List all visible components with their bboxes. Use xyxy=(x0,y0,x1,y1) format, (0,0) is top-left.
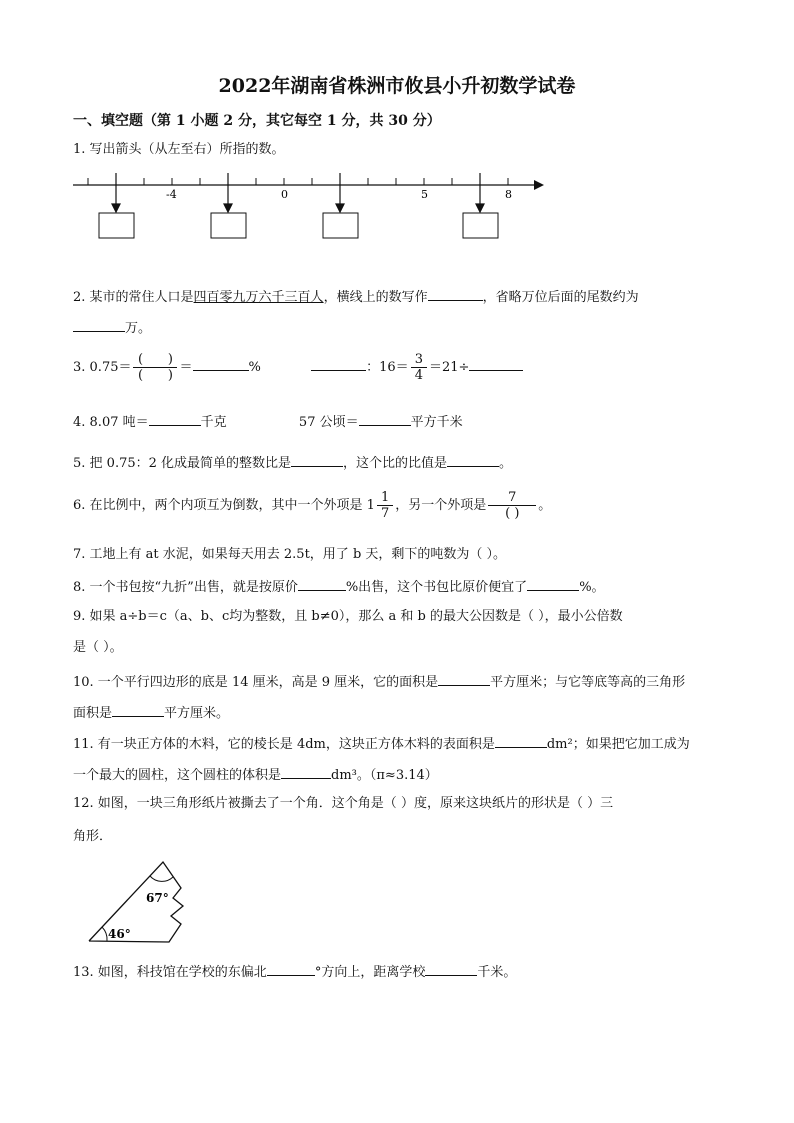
fraction-7-blank: $\frac{7}{( )}$ xyxy=(488,490,536,521)
section-heading: 一、填空题（第 1 小题 2 分，其它每空 1 分，共 30 分） xyxy=(73,113,441,129)
number-line xyxy=(70,170,550,245)
answer-blank[interactable] xyxy=(495,734,547,748)
question-2-cont: 万。 xyxy=(73,318,151,338)
answer-blank[interactable] xyxy=(73,318,125,332)
tick-label: 8 xyxy=(505,188,512,201)
question-2: 2. 某市的常住人口是四百零九万六千三百人，横线上的数写作 ，省略万位后面的尾数约为 xyxy=(73,287,639,307)
underlined-number-words: 四百零九万六千三百人 xyxy=(193,290,324,305)
answer-blank[interactable] xyxy=(447,453,499,467)
answer-blank[interactable] xyxy=(428,287,483,301)
fraction-1-7: $\frac{1}{7}$ xyxy=(377,490,393,521)
answer-blank[interactable] xyxy=(291,453,343,467)
question-12-line1: 12. 如图，一块三角形纸片被撕去了一个角．这个角是（ ）度，原来这块纸片的形状是（ ）三 xyxy=(73,796,614,811)
question-3: 3. 0.75＝ $\frac{( )}{( )}$ ＝ % ：16＝ $\frac{3}{4}$ ＝21÷ xyxy=(73,352,523,383)
page-title: 2022年湖南省株洲市攸县小升初数学试卷 xyxy=(218,75,576,97)
tick-label: 5 xyxy=(421,188,428,201)
question-12-line2: 角形． xyxy=(73,829,113,844)
answer-blank[interactable] xyxy=(298,577,346,591)
answer-box-1[interactable] xyxy=(99,213,134,238)
question-10: 10. 一个平行四边形的底是 14 厘米，高是 9 厘米，它的面积是 平方厘米；与它等底等高的三角形 xyxy=(73,672,685,692)
question-9-line1: 9. 如果 a÷b＝c（a、b、c均为整数，且 b≠0），那么 a 和 b 的最大公因数是（ ），最小公倍数 xyxy=(73,609,623,624)
angle-label-67: 67° xyxy=(146,891,169,905)
down-arrow-icon xyxy=(112,204,120,212)
answer-blank[interactable] xyxy=(112,703,164,717)
question-1-text: 1. 写出箭头（从左至右）所指的数。 xyxy=(73,142,285,157)
down-arrow-icon xyxy=(224,204,232,212)
answer-box-3[interactable] xyxy=(323,213,358,238)
answer-blank[interactable] xyxy=(267,962,315,976)
triangle-outline xyxy=(89,862,183,942)
answer-blank[interactable] xyxy=(469,357,523,371)
down-arrow-icon xyxy=(336,204,344,212)
answer-blank[interactable] xyxy=(149,412,201,426)
answer-blank[interactable] xyxy=(193,357,249,371)
tick-label: -4 xyxy=(166,188,177,201)
fraction-3-4: $\frac{3}{4}$ xyxy=(411,352,427,383)
down-arrow-icon xyxy=(476,204,484,212)
question-13: 13. 如图，科技馆在学校的东偏北 °方向上，距离学校 千米。 xyxy=(73,962,516,982)
question-9-line2: 是（ ）。 xyxy=(73,640,123,655)
torn-triangle-figure xyxy=(85,858,190,948)
answer-box-4[interactable] xyxy=(463,213,498,238)
question-4: 4. 8.07 吨＝ 千克 57 公顷＝ 平方千米 xyxy=(73,412,463,432)
question-11: 11. 有一块正方体的木料，它的棱长是 4dm，这块正方体木料的表面积是 dm²；如果把它加工成为 xyxy=(73,734,690,754)
angle-arc xyxy=(150,876,173,881)
question-10-cont: 面积是 平方厘米。 xyxy=(73,703,229,723)
arrowhead-icon xyxy=(534,180,544,190)
angle-arc xyxy=(102,927,107,941)
question-5: 5. 把 0.75：2 化成最简单的整数比是 ，这个比的比值是 。 xyxy=(73,453,512,473)
answer-blank[interactable] xyxy=(438,672,490,686)
answer-blank[interactable] xyxy=(281,765,331,779)
answer-box-2[interactable] xyxy=(211,213,246,238)
tick-label: 0 xyxy=(281,188,288,201)
answer-blank[interactable] xyxy=(527,577,579,591)
question-11-cont: 一个最大的圆柱，这个圆柱的体积是 dm³。（π≈3.14） xyxy=(73,765,438,785)
answer-blank[interactable] xyxy=(425,962,477,976)
question-7: 7. 工地上有 at 水泥，如果每天用去 2.5t，用了 b 天，剩下的吨数为（ ）。 xyxy=(73,547,507,562)
question-8: 8. 一个书包按“九折”出售，就是按原价 %出售，这个书包比原价便宜了 %。 xyxy=(73,577,605,597)
blank-fraction: $\frac{( )}{( )}$ xyxy=(133,352,177,383)
answer-blank[interactable] xyxy=(311,357,366,371)
angle-label-46: 46° xyxy=(108,927,131,941)
question-6: 6. 在比例中，两个内项互为倒数，其中一个外项是 1 $\frac{1}{7}$ ，另一个外项是 $\frac{7}{( )}$ 。 xyxy=(73,490,552,521)
answer-blank[interactable] xyxy=(359,412,411,426)
tick-marks xyxy=(88,178,508,185)
